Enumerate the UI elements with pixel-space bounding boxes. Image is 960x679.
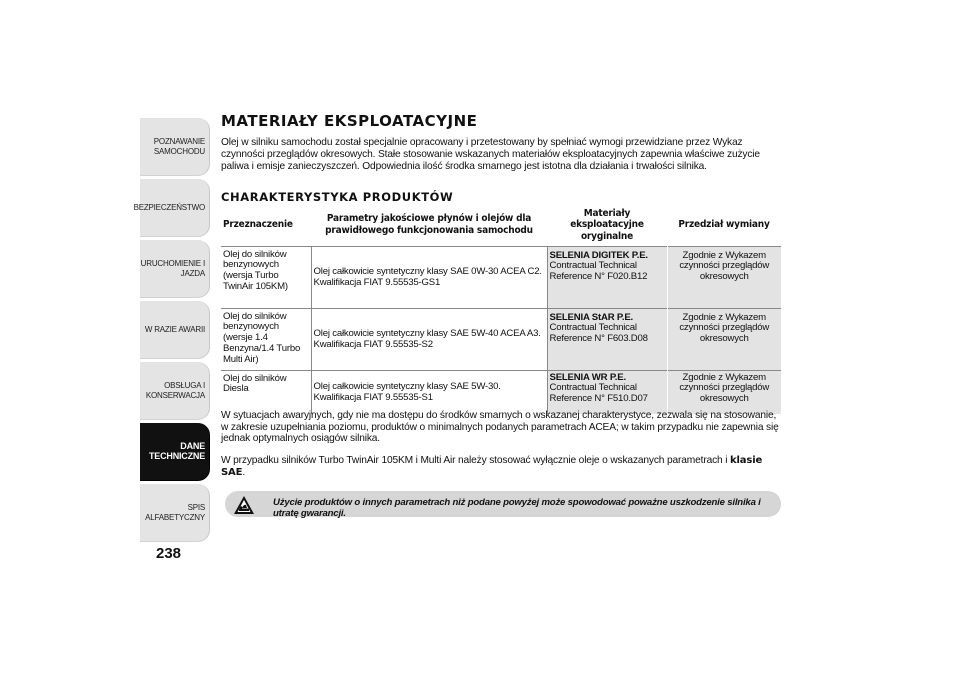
cell-params: Olej całkowicie syntetyczny klasy SAE 0W-30 ACEA C2. Kwalifikacja FIAT 9.55535-GS1 (311, 246, 547, 308)
tab-spis-alfabetyczny[interactable] (140, 484, 210, 542)
material-reference: Reference N° F603.D08 (549, 333, 648, 345)
tab-dane-techniczne[interactable] (140, 423, 210, 481)
tab-uruchomienie-i-jazda[interactable] (140, 240, 210, 298)
tab-label: OBSŁUGA I KONSERWACJA (145, 381, 205, 400)
material-reference: Reference N° F510.D07 (549, 393, 648, 405)
table-row (221, 246, 781, 308)
cell-purpose: Olej do silników benzynowych (wersja Turbo TwinAir 105KM) (221, 246, 311, 308)
cell-interval: Zgodnie z Wykazem czynności przeglądów okresowych (667, 246, 781, 308)
tab-label: URUCHOMIENIE I JAZDA (140, 259, 205, 278)
page-number: 238 (156, 545, 182, 562)
warning-triangle-icon (233, 495, 255, 515)
cell-purpose: Olej do silników Diesla (221, 370, 311, 414)
material-name: SELENIA DIGITEK P.E. (549, 249, 648, 261)
tab-label: SPIS ALFABETYCZNY (145, 503, 205, 522)
cell-interval: Zgodnie z Wykazem czynności przeglądów okresowych (667, 308, 781, 370)
intro-paragraph: Olej w silniku samochodu został specjalnie opracowany i przetestowany by spełniać wymogi przewidziane przez Wykaz czynności przeglądów okresowych. Stałe stosowanie wskazanych materiałów eksploatacyjnych zapewnia właściwe zużycie paliwa i emisje zanieczyszczeń. Odpowiednia ilość środka smarnego jest istotna dla działania i trwałości silnika. (221, 137, 760, 172)
table-row (221, 308, 781, 370)
material-line: Contractual Technical (549, 322, 637, 334)
sae-bold: klasie SAE (221, 455, 763, 478)
tab-label: DANE TECHNICZNE (149, 441, 205, 461)
tab-label: POZNAWANIE SAMOCHODU (153, 137, 205, 156)
tab-label: BEZPIECZEŃSTWO (133, 202, 205, 212)
emergency-paragraph: W sytuacjach awaryjnych, gdy nie ma dostępu do środków smarnych o wskazanej charakterystyce, zezwala się na stosowanie, w zakresie uzupełniania poziomu, produktów o minimalnych podanych parametrach ACEA; w takim przypadku nie zapewnia się jednak optymalnych osiągów silnika. (221, 410, 779, 445)
tab-bezpieczenstwo[interactable] (133, 179, 210, 237)
cell-params: Olej całkowicie syntetyczny klasy SAE 5W-30. Kwalifikacja FIAT 9.55535-S1 (311, 370, 547, 414)
table-row (221, 370, 781, 414)
sae-text: W przypadku silników Turbo TwinAir 105KM i Multi Air należy stosować wyłącznie oleje o wskazanych parametrach i (221, 455, 731, 466)
column-header-purpose: Przeznaczenie (223, 219, 293, 230)
column-header-interval: Przedział wymiany (678, 219, 770, 230)
page-title: MATERIAŁY EKSPLOATACYJNE (221, 112, 478, 130)
column-header-params: Parametry jakościowe płynów i olejów dla prawidłowego funkcjonowania samochodu (325, 213, 533, 236)
cell-interval: Zgodnie z Wykazem czynności przeglądów okresowych (667, 370, 781, 414)
cell-params: Olej całkowicie syntetyczny klasy SAE 5W-40 ACEA A3. Kwalifikacja FIAT 9.55535-S2 (311, 308, 547, 370)
material-line: Contractual Technical (549, 260, 637, 272)
tab-label: W RAZIE AWARII (144, 324, 205, 334)
material-name: SELENIA StAR P.E. (549, 311, 633, 323)
products-table (221, 206, 781, 414)
cell-material (547, 308, 667, 370)
tab-poznawanie-samochodu[interactable] (140, 118, 210, 176)
column-header-material: Materiały eksploatacyjne oryginalne (570, 207, 644, 242)
cell-material (547, 370, 667, 414)
material-line: Contractual Technical (549, 382, 637, 394)
section-title: CHARAKTERYSTYKA PRODUKTÓW (221, 190, 454, 204)
cell-material (547, 246, 667, 308)
sae-paragraph (221, 455, 781, 478)
sae-end: . (242, 466, 246, 478)
table-header-row (221, 206, 781, 246)
warning-text: Użycie produktów o innych parametrach niż podane powyżej może spowodować poważne uszkodzenie silnika i utratę gwarancji. (273, 497, 761, 519)
material-reference: Reference N° F020.B12 (549, 271, 648, 283)
cell-purpose: Olej do silników benzynowych (wersje 1.4 Benzyna/1.4 Turbo Multi Air) (221, 308, 311, 370)
tab-obsluga-i-konserwacja[interactable] (140, 362, 210, 420)
warning-banner (225, 491, 781, 517)
tab-w-razie-awarii[interactable] (140, 301, 210, 359)
material-name: SELENIA WR P.E. (549, 371, 626, 383)
